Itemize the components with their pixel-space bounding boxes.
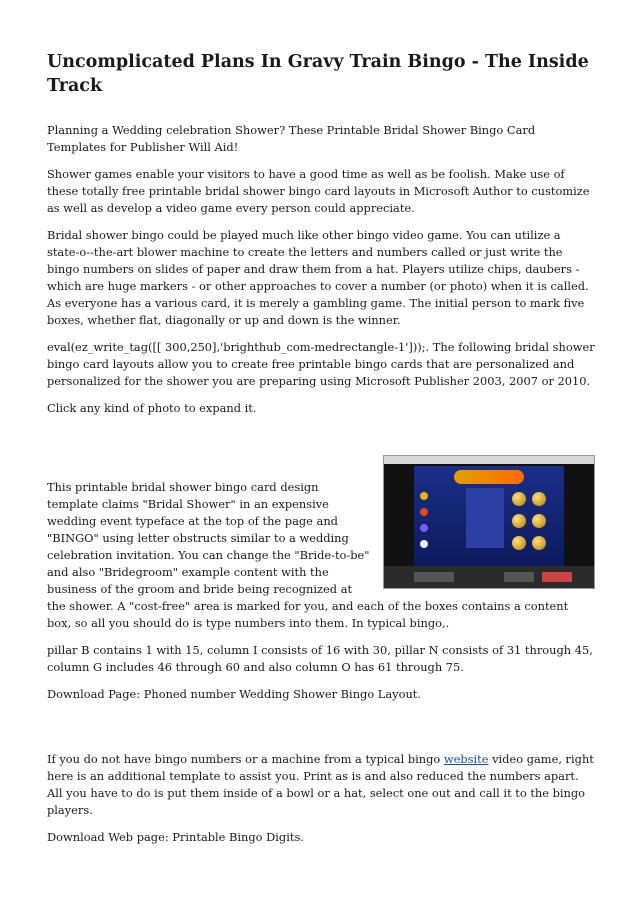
paragraph-download-2: Download Web page: Printable Bingo Digits. — [47, 830, 304, 844]
symbol-icon — [420, 508, 428, 516]
symbol-icon — [420, 492, 428, 500]
text-segment: video game, right here is an additional template to assist you. Print as is and also reduced the numbers apart. All you have to do is put them inside of a bowl or a hat, select one out and call it to the bingo players. — [47, 752, 594, 817]
status-button — [542, 572, 572, 582]
status-field — [504, 572, 534, 582]
paragraph-shower-games: Shower games enable your visitors to have a good time as well as be foolish. Make use of these totally free printable bridal shower bingo card layouts in Microsoft Author to customize as well as develop a video game every person could appreciate. — [47, 167, 590, 215]
article-body — [47, 50, 595, 856]
text-segment: If you do not have bingo numbers or a machine from a typical bingo — [47, 752, 444, 766]
paragraph-click-photo: Click any kind of photo to expand it. — [47, 401, 257, 415]
game-area — [414, 466, 564, 566]
bingo-ball — [512, 514, 526, 528]
bingo-ball — [532, 536, 546, 550]
bingo-ball — [512, 492, 526, 506]
game-panel — [466, 488, 504, 548]
symbol-icon — [420, 524, 428, 532]
browser-bar — [384, 456, 594, 464]
article-title: Uncomplicated Plans In Gravy Train Bingo - The Inside Track — [47, 52, 589, 96]
image-text-block — [47, 479, 595, 632]
spacer — [47, 713, 595, 751]
status-field — [414, 572, 454, 582]
paragraph-template-description: This printable bridal shower bingo card design template claims "Bridal Shower" in an expensive wedding event typeface at the top of the page and "BINGO" using letter obstructs similar to a wedding celebration invitation. You can change the "Bride-to-be" and also "Bridegroom" example content with the business of the groom and bride being recognized at the shower. A "cost-free" area is marked for you, and each of the boxes contains a content box, so all you should do is type numbers into them. In typical bingo,. — [47, 480, 569, 630]
game-logo — [454, 470, 524, 484]
bingo-ball — [532, 492, 546, 506]
bingo-ball — [512, 536, 526, 550]
paragraph-download-1: Download Page: Phoned number Wedding Shower Bingo Layout. — [47, 687, 421, 701]
paragraph-intro: Planning a Wedding celebration Shower? These Printable Bridal Shower Bingo Card Templates for Publisher Will Aid! — [47, 123, 536, 154]
bingo-game-screenshot[interactable] — [383, 455, 595, 589]
paragraph-columns: pillar B contains 1 with 15, column I consists of 16 with 30, pillar N consists of 31 through 45, column G includes 46 through 60 and also column O has 61 through 75. — [47, 643, 593, 674]
paragraph-bingo-numbers — [47, 751, 595, 819]
paragraph-how-to-play: Bridal shower bingo could be played much like other bingo video game. You can utilize a state-o--the-art blower machine to create the letters and numbers called or just write the bingo numbers on slides of paper and draw them from a hat. Players utilize chips, daubers - which are huge markers - or other approaches to cover a number (or photo) when it is called. As everyone has a various card, it is merely a gambling game. The initial person to mark five boxes, whether flat, diagonally or up and down is the winner. — [47, 228, 589, 327]
website-link[interactable]: website — [443, 752, 489, 766]
symbol-icon — [420, 540, 428, 548]
game-status-bar — [384, 566, 594, 588]
bingo-ball — [532, 514, 546, 528]
paragraph-templates: eval(ez_write_tag([[ 300,250],'brighthub_com-medrectangle-1']));. The following bridal shower bingo card layouts allow you to create free printable bingo cards that are personalized and personalized for the shower you are preparing using Microsoft Publisher 2003, 2007 or 2010. — [47, 340, 595, 388]
